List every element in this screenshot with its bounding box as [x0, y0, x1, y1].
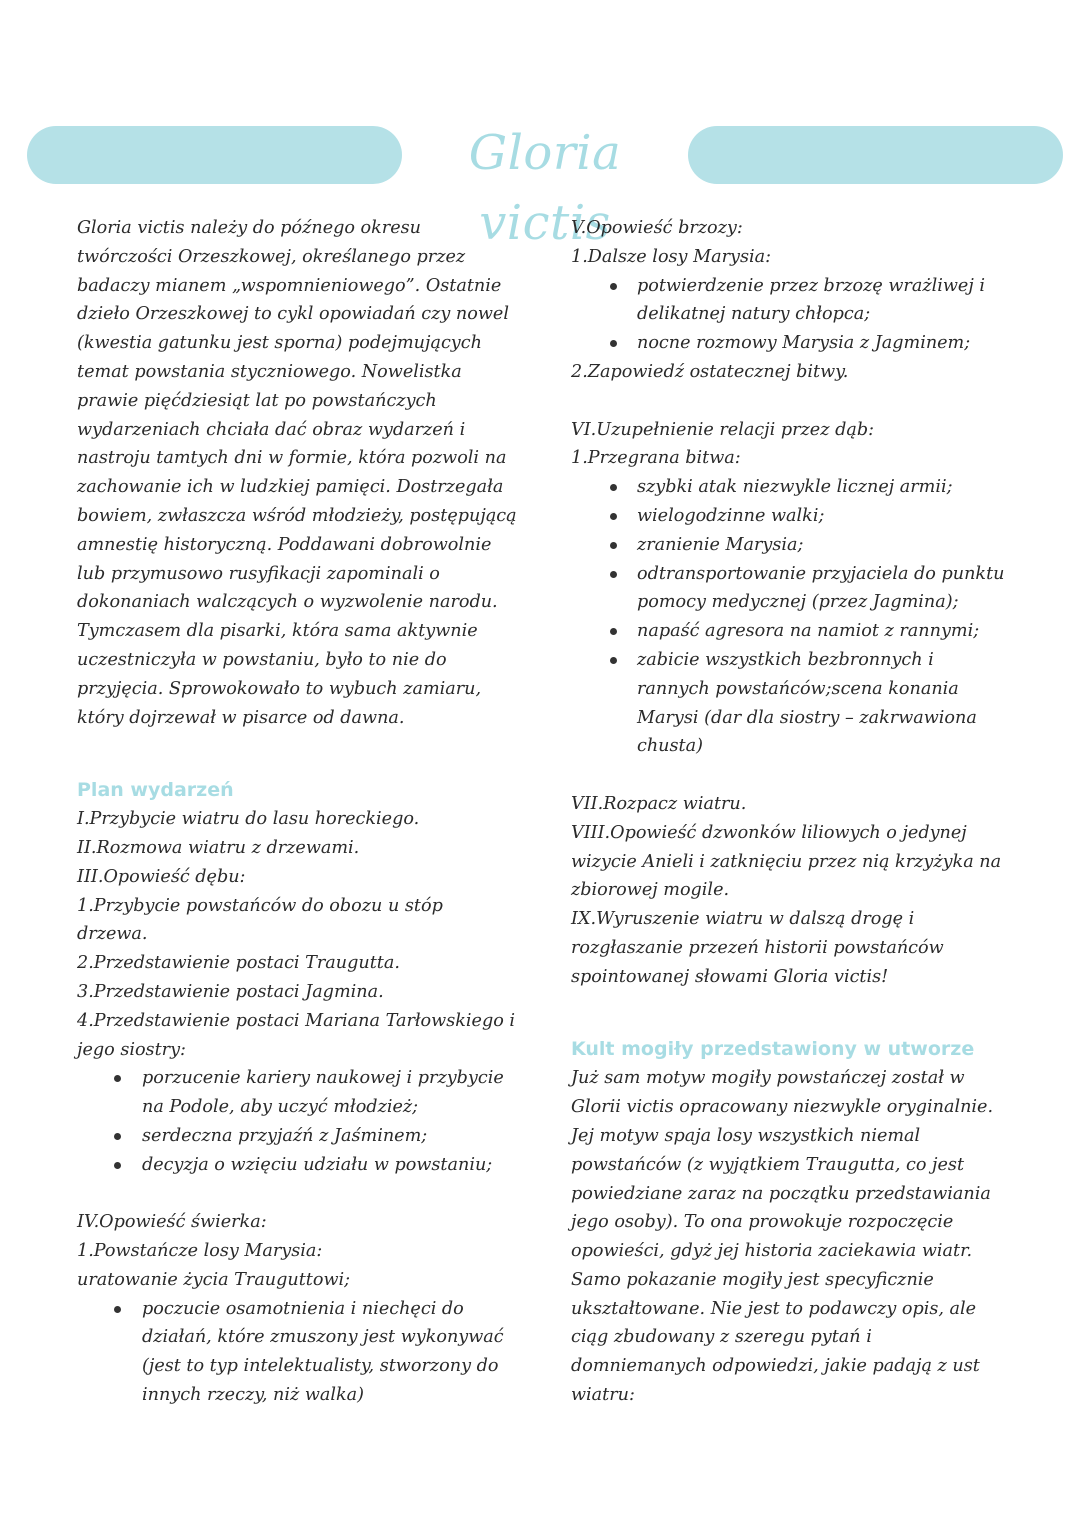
plan-line: 3.Przedstawienie postaci Jagmina. [77, 981, 384, 1002]
left-decorative-pill [27, 126, 402, 184]
s5-bullet-list [571, 272, 1011, 358]
plan-line: IV.Opowieść świerka: [77, 1212, 267, 1233]
intro-paragraph: Gloria victis należy do późnego okresu twórczości Orzeszkowej, określanego przez badaczy mianem „wspomnieniowego”. Ostatnie dzieło Orzeszkowej to cykl opowiadań czy nowel (kwestia gatunku jest sporna) podejmujących temat powstania styczniowego. Nowelistka prawie pięćdziesiąt lat po powstańczych wydarzeniach chciała dać obraz wydarzeń i nastroju tamtych dni w formie, która pozwoli na zachowanie ich w ludzkiej pamięci. Dostrzegała bowiem, zwłaszcza wśród młodzieży, postępującą amnestię historyczną. Poddawani dobrowolnie lub przymusowo rusyfikacji zapominali o dokonaniach walczących o wyzwolenie narodu. Tymczasem dla pisarki, która sama aktywnie uczestniczyła w powstaniu, było to nie do przyjęcia. Sprowokowało to wybuch zamiaru, który dojrzewał w pisarce od dawna. [77, 218, 517, 728]
list-item: napaść agresora na namiot z rannymi; [637, 617, 1011, 646]
list-item: poczucie osamotnienia i niechęci do działań, które zmuszony jest wykonywać (jest to typ intelektualisty, stworzony do innych rzeczy, niż walka) [142, 1295, 517, 1410]
right-decorative-pill [688, 126, 1063, 184]
plan-line: 1.Przybycie powstańców do obozu u stóp drzewa. [77, 895, 443, 945]
plan-line: 1.Przegrana bitwa: [571, 448, 741, 469]
plan-line: 1.Powstańcze losy Marysia: [77, 1241, 323, 1262]
plan-line: IX.Wyruszenie wiatru w dalszą drogę i rozgłaszanie przezeń historii powstańców spointowanej słowami Gloria victis! [571, 909, 944, 987]
list-item: szybki atak niezwykle licznej armii; [637, 473, 1011, 502]
plan-line: VI.Uzupełnienie relacji przez dąb: [571, 419, 875, 440]
left-column [77, 214, 517, 1410]
list-item: zranienie Marysia; [637, 531, 1011, 560]
list-item: nocne rozmowy Marysia z Jagminem; [637, 329, 1011, 358]
list-item: porzucenie kariery naukowej i przybycie na Podole, aby uczyć młodzież; [142, 1064, 517, 1122]
plan-line: II.Rozmowa wiatru z drzewami. [77, 837, 360, 858]
plan-line: VII.Rozpacz wiatru. [571, 793, 747, 814]
list-item: potwierdzenie przez brzozę wrażliwej i delikatnej natury chłopca; [637, 272, 1011, 330]
plan-line: III.Opowieść dębu: [77, 866, 246, 887]
plan-line: VIII.Opowieść dzwonków liliowych o jedynej wizycie Anieli i zatknięciu przez nią krzyżyka na zbiorowej mogile. [571, 822, 1002, 901]
section4-bullet-list [77, 1295, 517, 1410]
list-item: odtransportowanie przyjaciela do punktu pomocy medycznej (przez Jagmina); [637, 560, 1011, 618]
kult-paragraph: Już sam motyw mogiły powstańczej został w Glorii victis opracowany niezwykle oryginalnie. Jej motyw spaja losy wszystkich niemal powstańców (z wyjątkiem Traugutta, co jest powiedziane zaraz na początku przedstawiania jego osoby). To ona prowokuje rozpoczęcie opowieści, gdyż jej historia zaciekawia wiatr. Samo pokazanie mogiły jest specyficznie ukształtowane. Nie jest to podawczy opis, ale ciąg zbudowany z szeregu pytań i domniemanych odpowiedzi, jakie padają z ust wiatru: [571, 1068, 994, 1406]
list-item: zabicie wszystkich bezbronnych i rannych powstańców;scena konania Marysi (dar dla siostry – zakrwawiona chusta) [637, 646, 1011, 761]
plan-line: V.Opowieść brzozy: [571, 218, 743, 238]
plan-line: I.Przybycie wiatru do lasu horeckiego. [77, 809, 420, 830]
right-column [571, 214, 1011, 1410]
plan-line: uratowanie życia Trauguttowi; [77, 1269, 351, 1290]
list-item: decyzja o wzięciu udziału w powstaniu; [142, 1151, 517, 1180]
s6-bullet-list [571, 473, 1011, 761]
plan-heading: Plan wydarzeń [77, 779, 234, 802]
page-title: Gloria victis [468, 125, 622, 251]
list-item: wielogodzinne walki; [637, 502, 1011, 531]
plan-line: 4.Przedstawienie postaci Mariana Tarłowskiego i jego siostry: [77, 1010, 516, 1060]
plan-bullet-list [77, 1064, 517, 1179]
list-item: serdeczna przyjaźń z Jaśminem; [142, 1122, 517, 1151]
plan-line: 2.Zapowiedź ostatecznej bitwy. [571, 361, 849, 382]
plan-line: 1.Dalsze losy Marysia: [571, 246, 772, 267]
kult-heading: Kult mogiły przedstawiony w utworze [571, 1038, 975, 1061]
plan-line: 2.Przedstawienie postaci Traugutta. [77, 953, 400, 974]
